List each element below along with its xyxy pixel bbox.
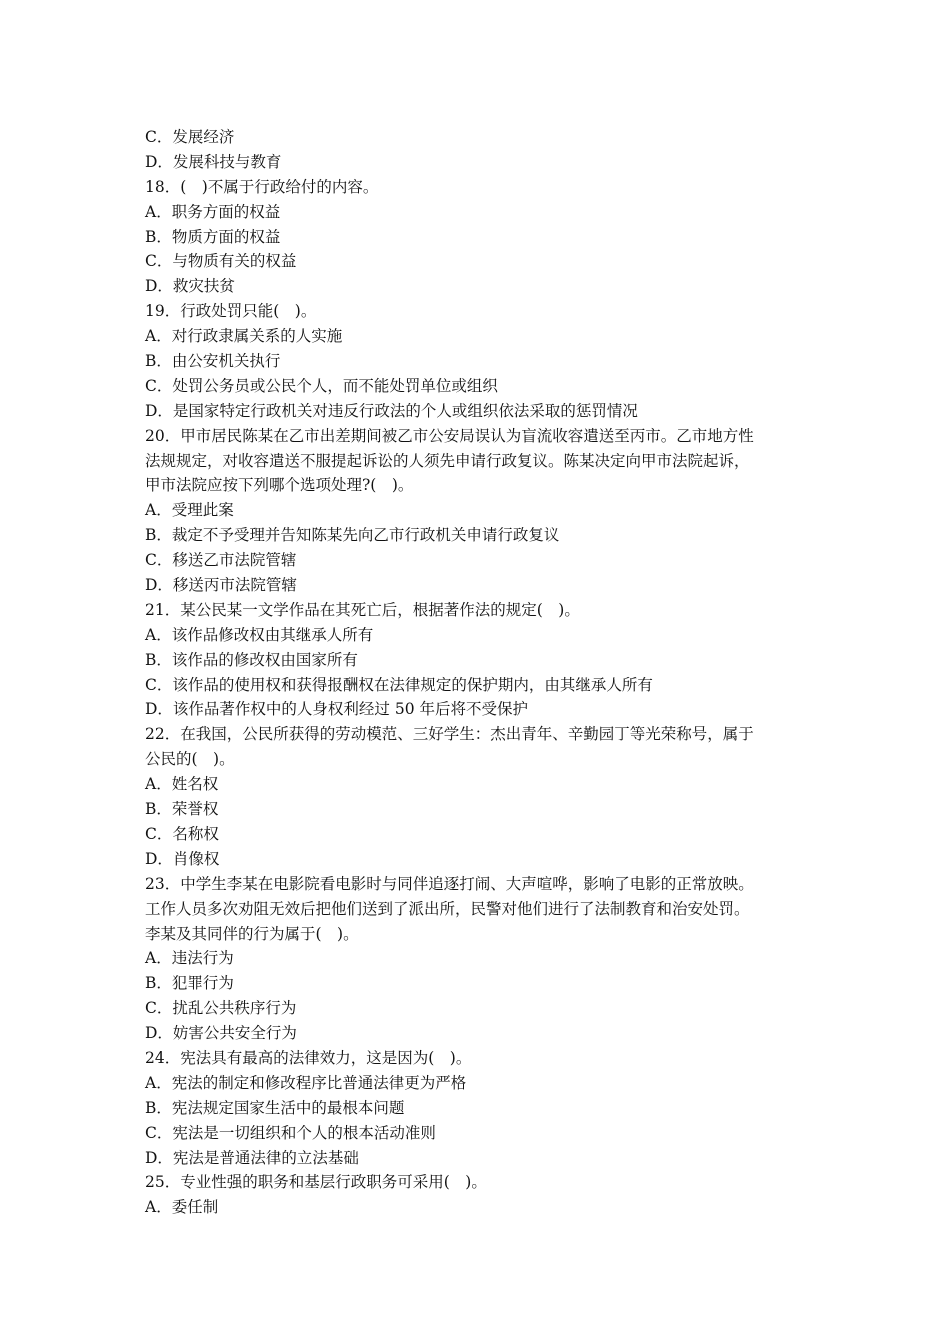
option-line: A．对行政隶属关系的人实施 xyxy=(145,327,343,346)
question-line: 23．中学生李某在电影院看电影时与同伴追逐打闹、大声喧哗，影响了电影的正常放映。 xyxy=(145,874,754,893)
option-line: C．与物质有关的权益 xyxy=(145,252,297,271)
option-line: A．该作品修改权由其继承人所有 xyxy=(145,625,374,644)
option-line: D．发展科技与教育 xyxy=(145,152,282,171)
option-line: A．职务方面的权益 xyxy=(145,202,281,221)
question-line: 20．甲市居民陈某在乙市出差期间被乙市公安局误认为盲流收容遣送至丙市。乙市地方性 xyxy=(145,426,754,445)
option-line: C．扰乱公共秩序行为 xyxy=(145,999,297,1018)
question-line: 25．专业性强的职务和基层行政职务可采用( )。 xyxy=(145,1173,487,1192)
question-line: 甲市法院应按下列哪个选项处理?( )。 xyxy=(145,476,414,495)
option-line: B．该作品的修改权由国家所有 xyxy=(145,650,358,669)
question-line: 李某及其同伴的行为属于( )。 xyxy=(145,924,359,943)
option-line: C．移送乙市法院管辖 xyxy=(145,551,297,570)
option-line: D．该作品著作权中的人身权利经过 50 年后将不受保护 xyxy=(145,700,529,719)
question-line: 22．在我国，公民所获得的劳动模范、三好学生：杰出青年、辛勤园丁等光荣称号，属于 xyxy=(145,725,754,744)
option-line: B．由公安机关执行 xyxy=(145,352,281,371)
option-line: A．宪法的制定和修改程序比普通法律更为严格 xyxy=(145,1073,467,1092)
question-line: 工作人员多次劝阻无效后把他们送到了派出所，民警对他们进行了法制教育和治安处罚。 xyxy=(145,899,750,918)
option-line: D．移送丙市法院管辖 xyxy=(145,576,297,595)
question-line: 法规规定，对收容遣送不服提起诉讼的人须先申请行政复议。陈某决定向甲市法院起诉， xyxy=(145,451,750,470)
option-line: C．宪法是一切组织和个人的根本活动准则 xyxy=(145,1123,436,1142)
option-line: C．处罚公务员或公民个人，而不能处罚单位或组织 xyxy=(145,376,498,395)
document-body xyxy=(145,125,815,1220)
question-line: 24．宪法具有最高的法律效力，这是因为( )。 xyxy=(145,1048,472,1067)
question-line: 21．某公民某一文学作品在其死亡后，根据著作法的规定( )。 xyxy=(145,600,580,619)
question-line: 19．行政处罚只能( )。 xyxy=(145,302,317,321)
option-line: D．妨害公共安全行为 xyxy=(145,1024,297,1043)
option-line: A．受理此案 xyxy=(145,501,234,520)
question-line: 公民的( )。 xyxy=(145,750,235,769)
option-line: B．荣誉权 xyxy=(145,800,219,819)
option-line: D．救灾扶贫 xyxy=(145,277,235,296)
option-line: A．违法行为 xyxy=(145,949,234,968)
option-line: A．委任制 xyxy=(145,1198,219,1217)
option-line: A．姓名权 xyxy=(145,775,219,794)
option-line: C．该作品的使用权和获得报酬权在法律规定的保护期内，由其继承人所有 xyxy=(145,675,653,694)
option-line: B．裁定不予受理并告知陈某先向乙市行政机关申请行政复议 xyxy=(145,526,560,545)
option-line: B．物质方面的权益 xyxy=(145,227,281,246)
option-line: C．发展经济 xyxy=(145,128,235,146)
option-line: C．名称权 xyxy=(145,824,219,843)
question-line: 18．( )不属于行政给付的内容。 xyxy=(145,177,379,196)
option-line: D．宪法是普通法律的立法基础 xyxy=(145,1148,359,1167)
option-line: D．是国家特定行政机关对违反行政法的个人或组织依法采取的惩罚情况 xyxy=(145,401,638,420)
option-line: B．宪法规定国家生活中的最根本问题 xyxy=(145,1098,405,1117)
option-line: D．肖像权 xyxy=(145,849,220,868)
option-line: B．犯罪行为 xyxy=(145,974,234,993)
